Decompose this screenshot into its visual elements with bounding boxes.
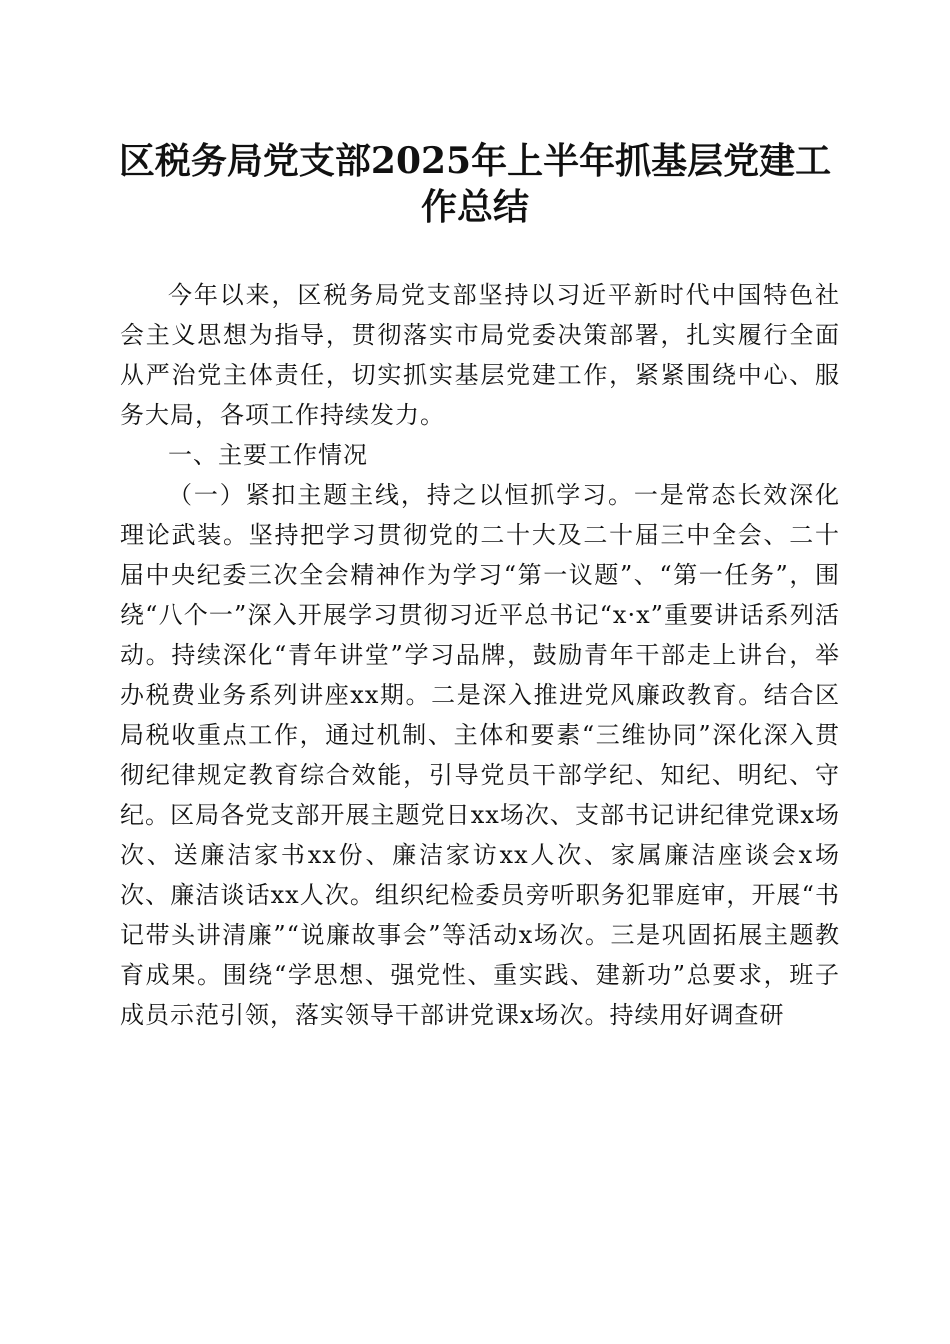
intro-paragraph: 今年以来，区税务局党支部坚持以习近平新时代中国特色社会主义思想为指导，贯彻落实市局党委决策部署，扎实履行全面从严治党主体责任，切实抓实基层党建工作，紧紧围绕中心、服务大局，各项工作持续发力。 (120, 281, 840, 429)
subsection-paragraph (120, 475, 840, 1035)
document-title: 区税务局党支部2025年上半年抓基层党建工作总结 (118, 140, 832, 228)
subsection-body: 一是常态长效深化理论武装。坚持把学习贯彻党的二十大及二十届三中全会、二十届中央纪委三次全会精神作为学习“第一议题”、“第一任务”，围绕“八个一”深入开展学习贯彻习近平总书记“x·x”重要讲话系列活动。持续深化“青年讲堂”学习品牌，鼓励青年干部走上讲台，举办税费业务系列讲座xx期。二是深入推进党风廉政教育。结合区局税收重点工作，通过机制、主体和要素“三维协同”深化深入贯彻纪律规定教育综合效能，引导党员干部学纪、知纪、明纪、守纪。区局各党支部开展主题党日xx场次、支部书记讲纪律党课x场次、送廉洁家书xx份、廉洁家访xx人次、家属廉洁座谈会x场次、廉洁谈话xx人次。组织纪检委员旁听职务犯罪庭审，开展“书记带头讲清廉”“说廉故事会”等活动x场次。三是巩固拓展主题教育成果。围绕“学思想、强党性、重实践、建新功”总要求，班子成员示范引领，落实领导干部讲党课x场次。持续用好调查研 (120, 481, 841, 1029)
section-heading: 一、主要工作情况 (168, 441, 368, 469)
document-body (120, 275, 840, 1035)
subsection-title: （一）紧扣主题主线，持之以恒抓学习。 (168, 481, 634, 509)
